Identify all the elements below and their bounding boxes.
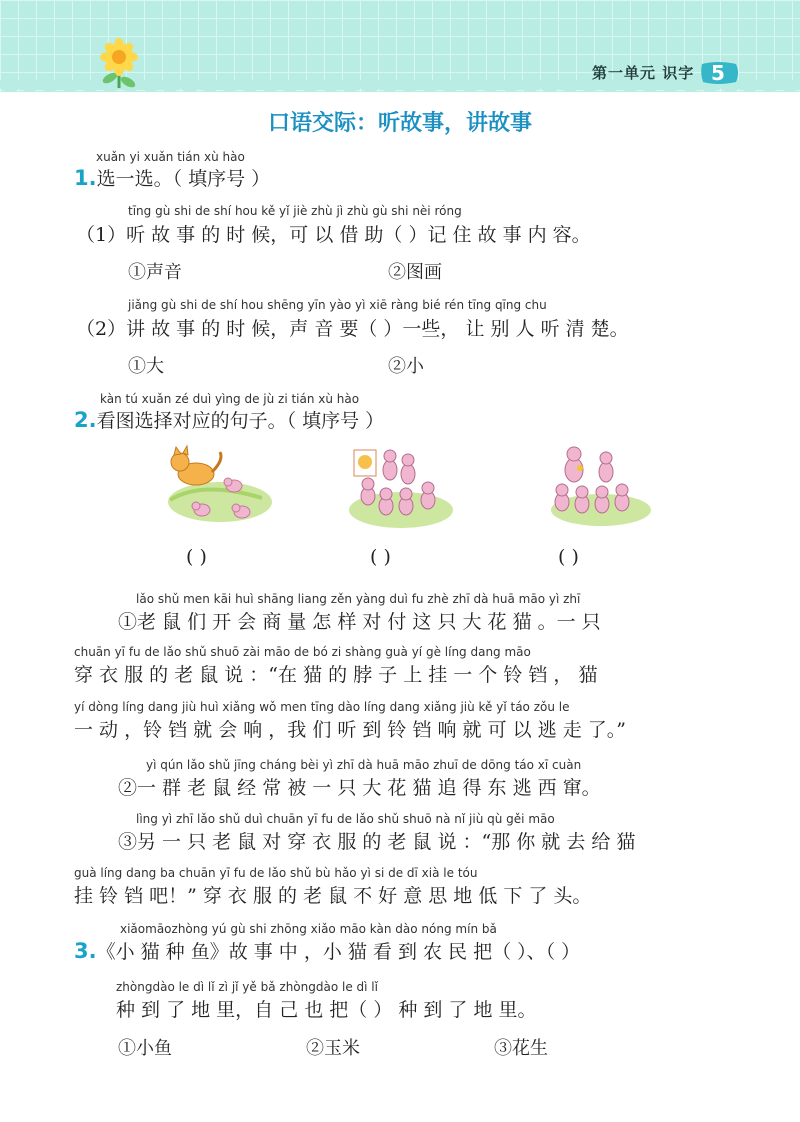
picture-mouse-with-bell <box>546 440 656 530</box>
q3-option-1: ①小鱼 <box>118 1038 172 1059</box>
q1-heading <box>74 164 270 191</box>
picture-mice-meeting <box>346 440 456 530</box>
q1-text: 选一选。（ 填序号 ） <box>96 168 271 190</box>
q1-sub2-option-1: ①大 <box>128 356 164 377</box>
q2-s2-text: ②一 群 老 鼠 经 常 被 一 只 大 花 猫 追 得 东 逃 西 窜。 <box>118 777 601 799</box>
q2-blank-2[interactable]: ( ) <box>370 546 391 568</box>
q3-pinyin-2: zhòngdào le dì lǐ zì jǐ yě bǎ zhòngdào le dì lǐ <box>116 980 378 994</box>
q3-pinyin: xiǎomāozhòng yú gù shi zhōng xiǎo māo kàn dào nóng mín bǎ <box>120 922 497 936</box>
unit-label: 第一单元 识字 <box>592 64 695 82</box>
sunflower-icon <box>96 38 142 90</box>
q2-blank-3[interactable]: ( ) <box>558 546 579 568</box>
page-number: 5 <box>711 61 725 85</box>
q2-s3-text: ③另 一 只 老 鼠 对 穿 衣 服 的 老 鼠 说 ：“那 你 就 去 给 猫 <box>118 831 636 853</box>
q1-pinyin: xuǎn yi xuǎn tián xù hào <box>96 150 245 164</box>
q1-sub2-pinyin: jiǎng gù shi de shí hou shēng yīn yào yì xiē ràng bié rén tīng qīng chu <box>128 298 547 312</box>
q2-blank-1[interactable]: ( ) <box>186 546 207 568</box>
q2-s1b-text: 穿 衣 服 的 老 鼠 说 ：“在 猫 的 脖 子 上 挂 一 个 铃 铛 ， 猫 <box>74 664 598 686</box>
q2-s1-pinyin: lǎo shǔ men kāi huì shāng liang zěn yàng duì fu zhè zhī dà huā māo yì zhī <box>136 592 581 606</box>
page-title: 口语交际：听故事，讲故事 <box>267 111 532 136</box>
q1-sub1-option-2: ②图画 <box>388 262 442 283</box>
q2-s3b-text: 挂 铃 铛 吧！” 穿 衣 服 的 老 鼠 不 好 意 思 地 低 下 了 头。 <box>74 885 592 907</box>
q1-sub2-text: （2）讲 故 事 的 时 候，声 音 要（ ）一些， 让 别 人 听 清 楚。 <box>76 318 629 340</box>
q2-s1c-pinyin: yí dòng líng dang jiù huì xiǎng wǒ men tīng dào líng dang xiǎng jiù kě yǐ táo zǒu le <box>74 700 570 714</box>
q2-pinyin: kàn tú xuǎn zé duì yìng de jù zi tián xù hào <box>100 392 360 406</box>
q2-s1c-text: 一 动 ，铃 铛 就 会 响 ，我 们 听 到 铃 铛 响 就 可 以 逃 走 了。” <box>74 719 626 741</box>
q3-number: 3. <box>74 939 97 963</box>
q3-heading <box>74 937 580 964</box>
q2-s3-pinyin: lìng yì zhī lǎo shǔ duì chuān yī fu de lǎo shǔ shuō nà nǐ jiù qù gěi māo <box>136 812 555 826</box>
q1-sub1-text: （1）听 故 事 的 时 候，可 以 借 助（ ）记 住 故 事 内 容。 <box>76 224 591 246</box>
q2-text: 看图选择对应的句子。（ 填序号 ） <box>96 410 385 432</box>
q1-sub1-pinyin: tīng gù shi de shí hou kě yǐ jiè zhù jì zhù gù shi nèi róng <box>128 204 462 218</box>
q3-option-3: ③花生 <box>494 1038 548 1059</box>
q2-s1-text: ①老 鼠 们 开 会 商 量 怎 样 对 付 这 只 大 花 猫 。一 只 <box>118 611 601 633</box>
q2-s3b-pinyin: guà líng dang ba chuān yī fu de lǎo shǔ bù hǎo yì si de dī xià le tóu <box>74 866 478 880</box>
q2-s2-pinyin: yì qún lǎo shǔ jīng cháng bèi yì zhī dà huā māo zhuī de dōng táo xī cuàn <box>146 758 582 772</box>
q3-text: 《小 猫 种 鱼》故 事 中 ，小 猫 看 到 农 民 把（ ）、（ ） <box>96 941 581 963</box>
q3-text-2: 种 到 了 地 里，自 己 也 把（ ） 种 到 了 地 里。 <box>116 999 537 1021</box>
q1-number: 1. <box>74 166 97 190</box>
q1-sub2-option-2: ②小 <box>388 356 424 377</box>
q2-number: 2. <box>74 408 97 432</box>
picture-cat-chasing-mice <box>162 440 272 530</box>
q1-sub1-option-1: ①声音 <box>128 262 182 283</box>
q2-s1b-pinyin: chuān yī fu de lǎo shǔ shuō zài māo de bó zi shàng guà yí gè líng dang māo <box>74 645 531 659</box>
q3-option-2: ②玉米 <box>306 1038 360 1059</box>
q2-heading <box>74 406 384 433</box>
